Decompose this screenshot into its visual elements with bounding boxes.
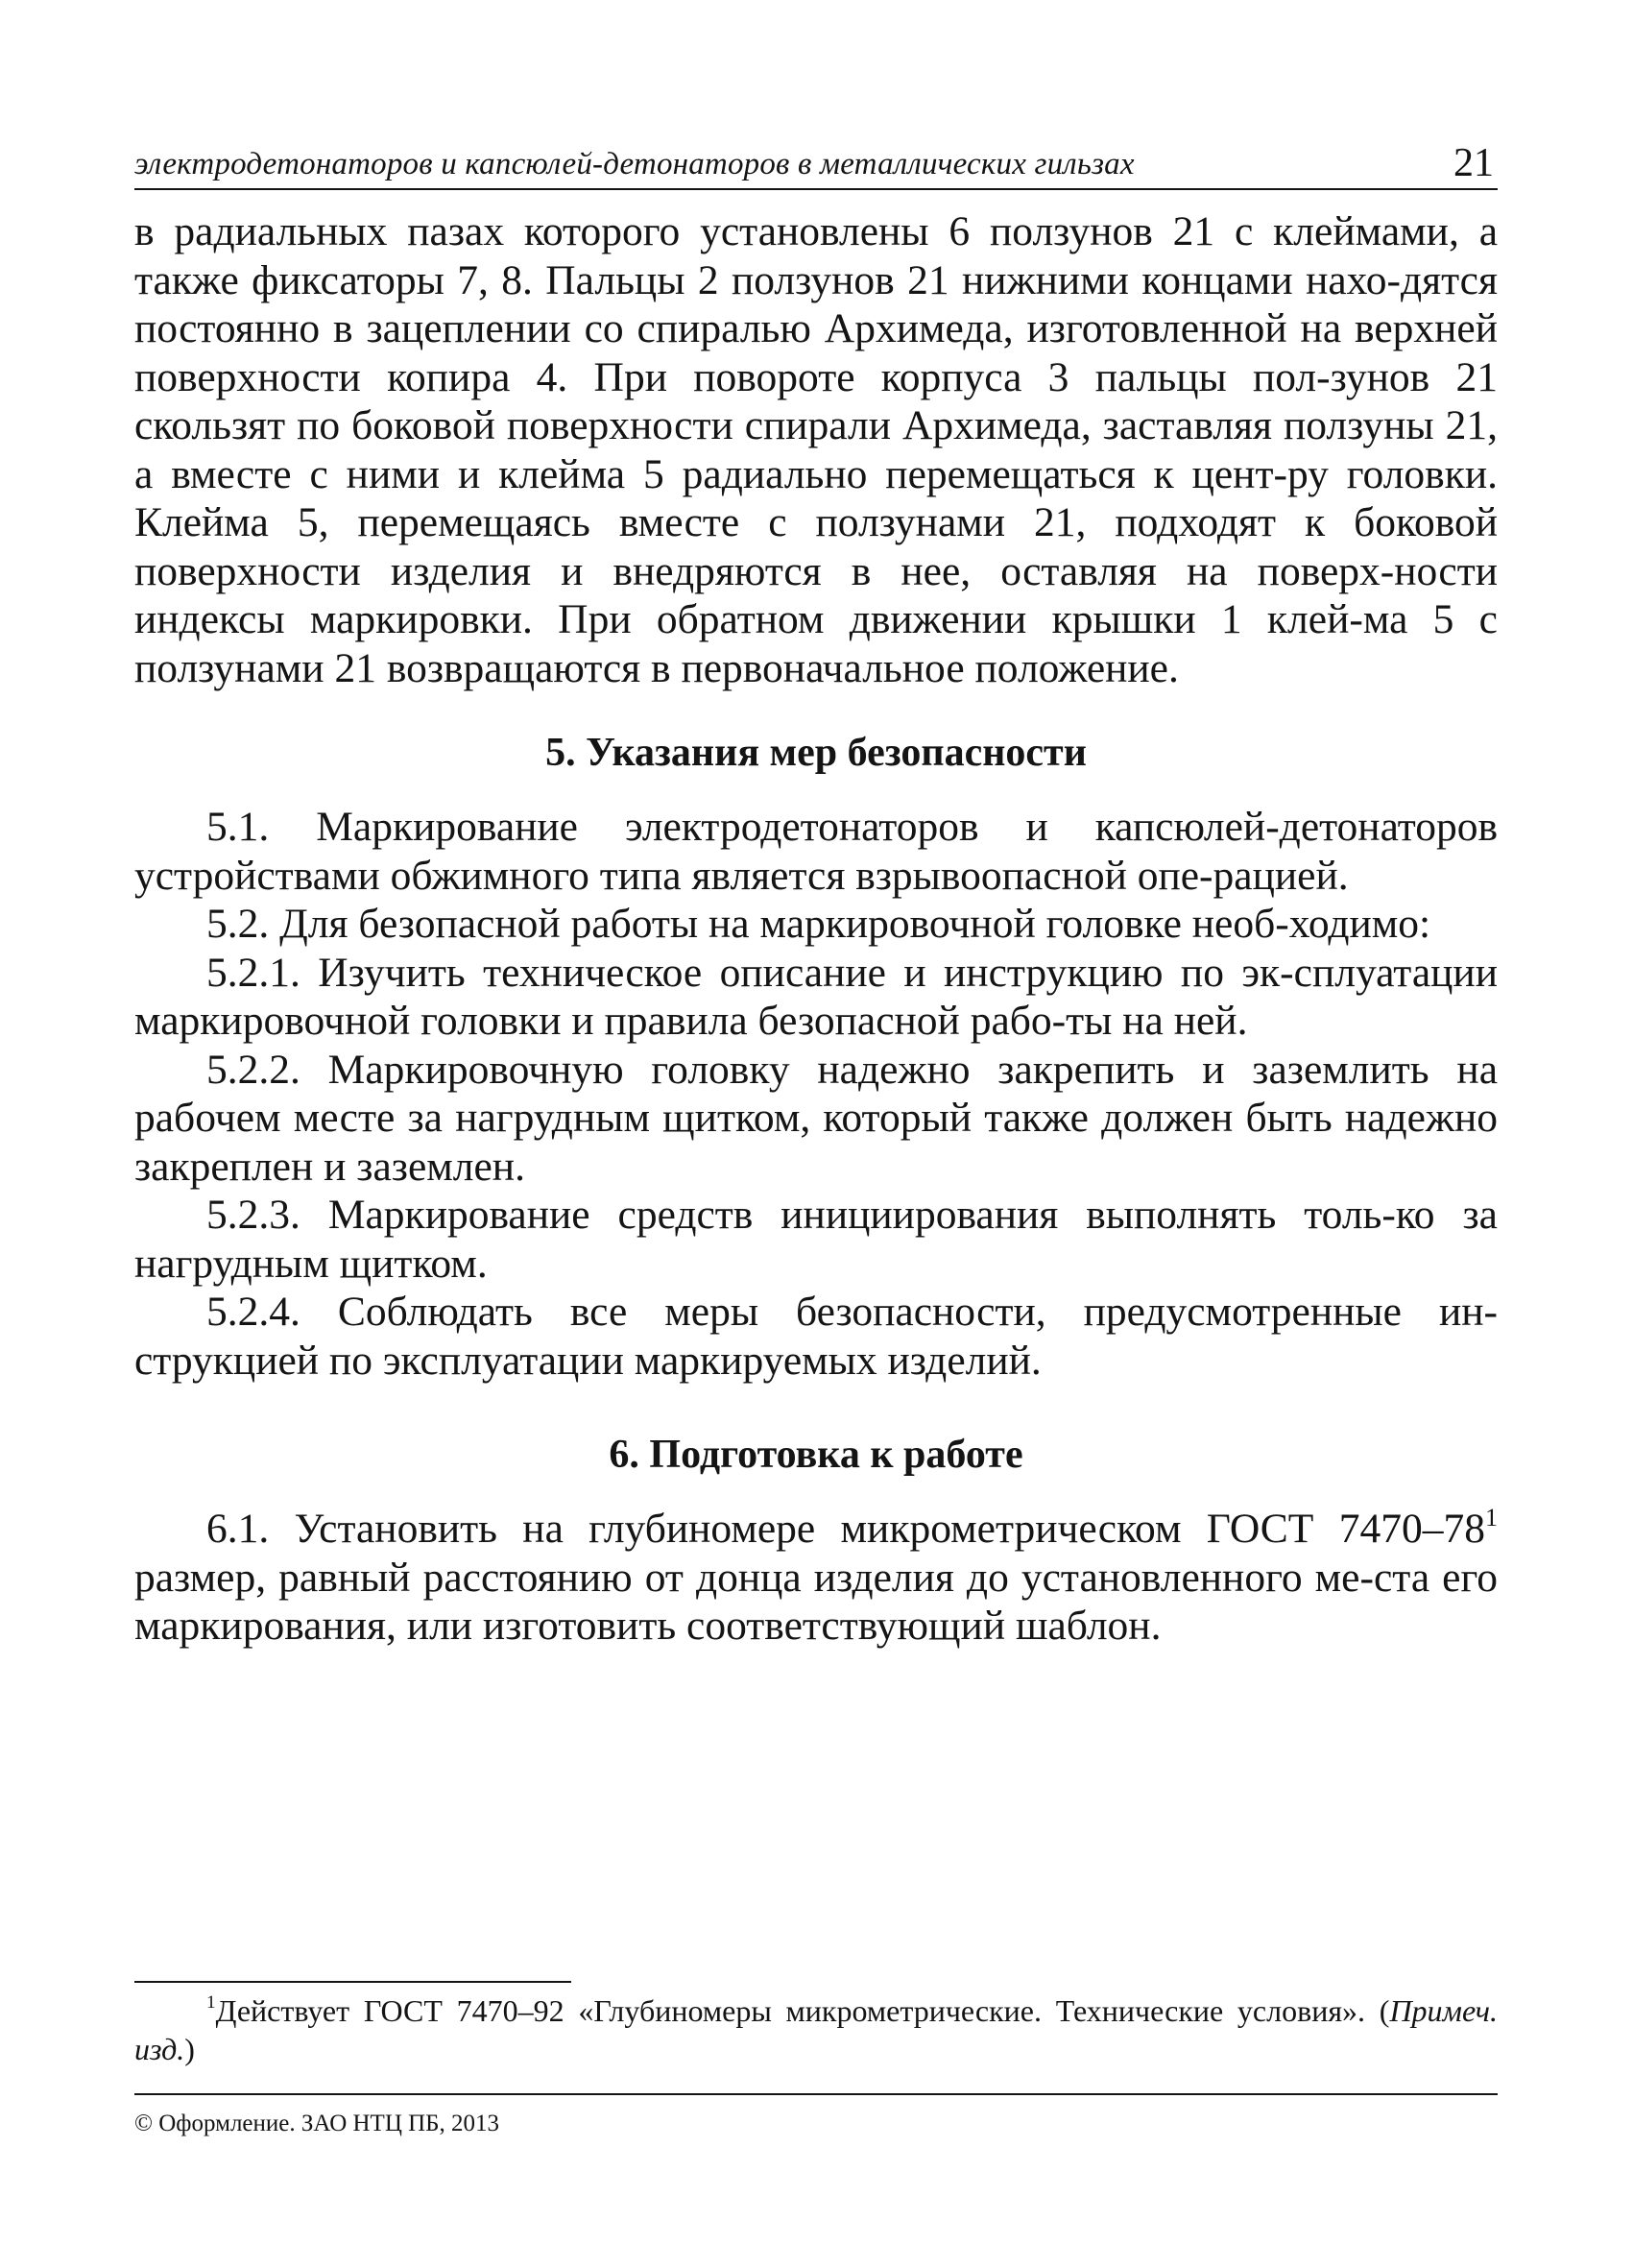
paragraph-5-2: 5.2. Для безопасной работы на маркировочной головке необ-ходимо: (206, 901, 1431, 947)
footnote (134, 1991, 1498, 2068)
section-5-heading: 5. Указания мер безопасности (545, 731, 1087, 775)
page-number: 21 (1453, 141, 1494, 185)
paragraph-5-2-3: 5.2.3. Маркирование средств инициирования выполнять толь-ко за нагрудным щитком. (134, 1192, 1498, 1287)
footnote-reference-mark: 1 (1484, 1503, 1498, 1532)
paragraph-6-1-rest: размер, равный расстоянию от донца изделия до установленного ме-ста его маркирования, или изготовить соответствующий шаблон. (134, 1554, 1498, 1649)
footer-separator (134, 2093, 1498, 2095)
footnote-note-open: ( (1365, 1993, 1390, 2028)
paragraph-6-1 (134, 1505, 1498, 1651)
running-title: электродетонаторов и капсюлей-детонаторов в металлических гильзах (134, 147, 1135, 181)
paragraph-5-2-4: 5.2.4. Соблюдать все меры безопасности, предусмотренные ин-струкцией по эксплуатации маркируемых изделий. (134, 1289, 1498, 1384)
section-6-heading: 6. Подготовка к работе (609, 1433, 1023, 1477)
footnote-separator (134, 1981, 571, 1983)
footnote-mark: 1 (206, 1992, 216, 2014)
footnote-note-close: ) (184, 2032, 195, 2066)
copyright-notice: © Оформление. ЗАО НТЦ ПБ, 2013 (134, 2111, 500, 2136)
intro-paragraph: в радиальных пазах которого установлены 6 ползунов 21 с клеймами, а также фиксаторы 7, 8. Пальцы 2 ползунов 21 нижними концами нахо-дятся постоянно в зацеплении со спиралью Архимеда, изготовленной на верхней поверхности копира 4. При повороте корпуса 3 пальцы пол-зунов 21 скользят по боковой поверхности спирали Архимеда, заставляя ползуны 21, а вместе с ними и клейма 5 радиально перемещаться к цент-ру головки. Клейма 5, перемещаясь вместе с ползунами 21, подходят к боковой поверхности изделия и внедряются в нее, оставляя на поверх-ности индексы маркировки. При обратном движении крышки 1 клей-ма 5 с ползунами 21 возвращаются в первоначальное положение. (134, 208, 1498, 691)
running-header (134, 134, 1498, 190)
main-text (134, 207, 1498, 1651)
paragraph-6-1-text: 6.1. Установить на глубиномере микрометрическом ГОСТ 7470–78 (206, 1506, 1485, 1552)
paragraph-5-2-2: 5.2.2. Маркировочную головку надежно закрепить и заземлить на рабочем месте за нагрудным щитком, который также должен быть надежно закреплен и заземлен. (134, 1046, 1498, 1190)
footnote-text: Действует ГОСТ 7470–92 «Глубиномеры микрометрические. Технические условия». (215, 1993, 1366, 2028)
paragraph-5-2-1: 5.2.1. Изучить техническое описание и инструкцию по эк-сплуатации маркировочной головки и правила безопасной рабо-ты на ней. (134, 949, 1498, 1044)
footnote-note-italic: Примеч. изд. (134, 1993, 1499, 2066)
paragraph-5-1: 5.1. Маркирование электродетонаторов и капсюлей-детонаторов устройствами обжимного типа является взрывоопасной опе-рацией. (134, 804, 1498, 899)
